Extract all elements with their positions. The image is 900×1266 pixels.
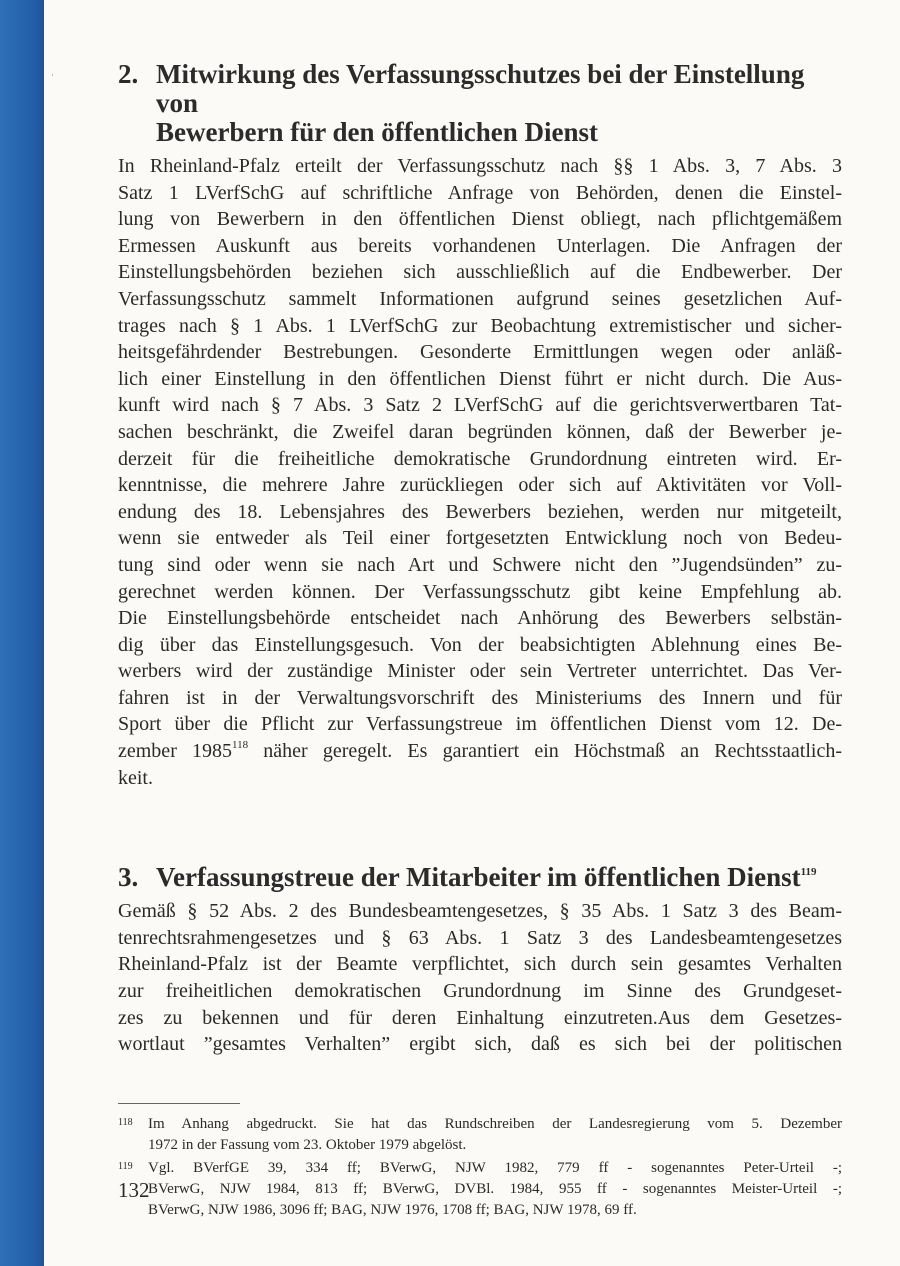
body-line: lich einer Einstellung in den öffentlichen Dienst führt er nicht durch. Die Aus-	[118, 367, 842, 390]
body-line: kunft wird nach § 7 Abs. 3 Satz 2 LVerfSchG auf die gerichtsverwertbaren Tat-	[118, 394, 842, 417]
body-text: zember 1985	[118, 740, 233, 763]
body-line: zur freiheitlichen demokratischen Grundordnung im Sinne des Grundgeset-	[118, 980, 842, 1003]
body-line: werbers wird der zuständige Minister oder sein Vertreter unterrichtet. Das Ver-	[118, 660, 842, 683]
footnote-text	[148, 1158, 842, 1221]
footnote-text	[148, 1114, 842, 1156]
body-line: Einstellungsbehörden beziehen sich ausschließlich auf die Endbewerber. Der	[118, 261, 842, 284]
footnote-line: BVerwG, NJW 1984, 813 ff; BVerwG, DVBl. 1984, 955 ff - sogenanntes Meister-Urteil -;	[148, 1180, 842, 1197]
body-line: dig über das Einstellungsgesuch. Von der beabsichtigten Ablehnung eines Be-	[118, 633, 842, 656]
footnote-ref-119[interactable]: 119	[800, 866, 817, 879]
footnote-mark: 119	[118, 1160, 133, 1172]
body-line: sachen beschränkt, die Zweifel daran begründen können, daß der Bewerber je-	[118, 420, 842, 443]
body-line: tung sind oder wenn sie nach Art und Schwere nicht den ”Jugendsünden” zu-	[118, 553, 842, 576]
body-line: gerechnet werden können. Der Verfassungsschutz gibt keine Empfehlung ab.	[118, 580, 842, 603]
footnote-mark: 118	[118, 1116, 133, 1128]
footnotes	[118, 1114, 842, 1221]
body-line: tenrechtsrahmengesetzes und § 63 Abs. 1 Satz 3 des Landesbeamtengesetzes	[118, 926, 842, 949]
body-line: heitsgefährdender Bestrebungen. Gesonderte Ermittlungen wegen oder anläß-	[118, 341, 842, 364]
body-line: Die Einstellungsbehörde entscheidet nach Anhörung des Bewerbers selbstän-	[118, 607, 842, 630]
scan-speck: ·	[51, 70, 54, 80]
body-line: wenn sie entweder als Teil einer fortgesetzten Entwicklung noch von Bedeu-	[118, 527, 842, 550]
body-line: zes zu bekennen und für deren Einhaltung einzutreten.Aus dem Gesetzes-	[118, 1006, 842, 1029]
body-line: endung des 18. Lebensjahres des Bewerbers beziehen, werden nur mitgeteilt,	[118, 500, 842, 523]
footnote-line: BVerwG, NJW 1986, 3096 ff; BAG, NJW 1976, 1708 ff; BAG, NJW 1978, 69 ff.	[148, 1201, 637, 1218]
body-line: trages nach § 1 Abs. 1 LVerfSchG zur Beobachtung extremistischer und sicher-	[118, 314, 842, 337]
footnote-ref-118[interactable]: 118	[232, 739, 249, 752]
body-line: Rheinland-Pfalz ist der Beamte verpflichtet, sich durch sein gesamtes Verhalten	[118, 953, 842, 976]
footnote-divider	[118, 1103, 240, 1104]
footnote-118	[118, 1114, 842, 1156]
footnote-line: 1972 in der Fassung vom 23. Oktober 1979 abgelöst.	[148, 1136, 467, 1153]
body-line: In Rheinland-Pfalz erteilt der Verfassungsschutz nach §§ 1 Abs. 3, 7 Abs. 3	[118, 155, 842, 177]
body-line: Verfassungsschutz sammelt Informationen aufgrund seines gesetzlichen Auf-	[118, 287, 842, 310]
footnote-119	[118, 1158, 842, 1221]
page-content	[118, 60, 842, 1221]
body-line: Gemäß § 52 Abs. 2 des Bundesbeamtengesetzes, § 35 Abs. 1 Satz 3 des Beam-	[118, 900, 842, 923]
body-line: wortlaut ”gesamtes Verhalten” ergibt sich, daß es sich bei der politischen	[118, 1033, 842, 1056]
section-2-title-line1: Mitwirkung des Verfassungsschutzes bei der Einstellung von	[156, 59, 805, 118]
body-line-with-footnote	[118, 738, 842, 765]
body-text: näher geregelt. Es garantiert ein Höchstmaß an Rechtsstaatlich-	[248, 740, 842, 763]
page-number: 132	[118, 1178, 150, 1202]
section-3-paragraph	[118, 898, 842, 1058]
body-line: Sport über die Pflicht zur Verfassungstreue im öffentlichen Dienst vom 12. De-	[118, 713, 842, 736]
body-line: Satz 1 LVerfSchG auf schriftliche Anfrage von Behörden, denen die Einstel-	[118, 181, 842, 204]
section-3-heading	[118, 863, 842, 892]
section-2-number: 2.	[118, 59, 139, 89]
footnote-line: Im Anhang abgedruckt. Sie hat das Rundschreiben der Landesregierung vom 5. Dezember	[148, 1115, 842, 1132]
section-3-number: 3.	[118, 862, 139, 893]
body-line: Ermessen Auskunft aus bereits vorhandenen Unterlagen. Die Anfragen der	[118, 234, 842, 257]
body-line: keit.	[118, 766, 153, 789]
section-2-title-line2: Bewerbern für den öffentlichen Dienst	[156, 117, 598, 147]
section-2-heading	[118, 60, 842, 147]
body-line: derzeit für die freiheitliche demokratische Grundordnung eintreten wird. Er-	[118, 447, 842, 470]
body-line: lung von Bewerbern in den öffentlichen Dienst obliegt, nach pflichtgemäßem	[118, 208, 842, 231]
section-3-title: Verfassungstreue der Mitarbeiter im öffentlichen Dienst	[156, 862, 801, 893]
body-line: kenntnisse, die mehrere Jahre zurückliegen oder sich auf Aktivitäten vor Voll-	[118, 474, 842, 497]
section-2-paragraph	[118, 153, 842, 791]
body-line: fahren ist in der Verwaltungsvorschrift des Ministeriums des Innern und für	[118, 686, 842, 709]
footnote-line: Vgl. BVerfGE 39, 334 ff; BVerwG, NJW 1982, 779 ff - sogenanntes Peter-Urteil -;	[148, 1159, 842, 1176]
book-spine-edge	[0, 0, 44, 1266]
